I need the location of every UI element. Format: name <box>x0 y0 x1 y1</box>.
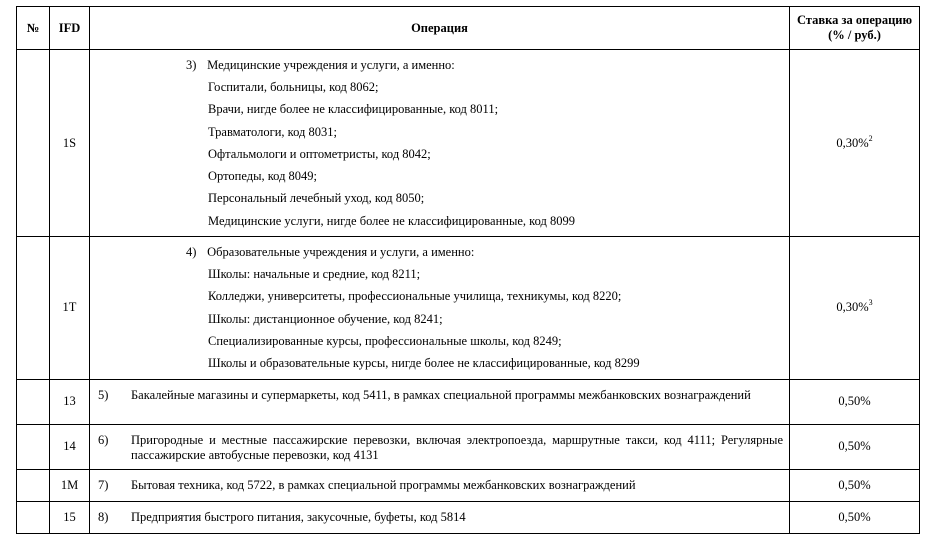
operation-cell <box>90 424 790 469</box>
item-number: 6) <box>98 432 109 447</box>
table-row <box>17 424 920 469</box>
operation-heading <box>90 237 789 267</box>
operation-cell <box>90 379 790 424</box>
table-row <box>17 50 920 237</box>
ifd-code: 14 <box>50 424 90 469</box>
list-item: Травматологи, код 8031; <box>208 124 337 139</box>
item-number: 3) <box>186 58 197 72</box>
list-item: Персональный лечебный уход, код 8050; <box>208 191 425 206</box>
ifd-code: 1S <box>50 50 90 237</box>
operation-text <box>90 380 789 403</box>
rate-cell <box>790 50 920 237</box>
ifd-code: 13 <box>50 379 90 424</box>
list-item: Школы: дистанционное обучение, код 8241; <box>208 311 443 326</box>
list-item: Врачи, нигде более не классифицированные, код 8011; <box>208 102 499 117</box>
row-num-cell <box>17 469 50 501</box>
list-item: Офтальмологи и оптометристы, код 8042; <box>208 146 431 161</box>
list-item: Ортопеды, код 8049; <box>208 169 318 184</box>
operation-cell <box>90 50 790 237</box>
item-number: 5) <box>98 387 109 402</box>
operation-cell <box>90 237 790 379</box>
item-number: 8) <box>98 509 109 524</box>
header-ifd: IFD <box>50 7 90 50</box>
operation-text <box>90 470 789 493</box>
table-row <box>17 469 920 501</box>
row-num-cell <box>17 237 50 379</box>
header-operation: Операция <box>90 7 790 50</box>
footnote-mark: 3 <box>868 298 873 308</box>
ifd-code: 1M <box>50 469 90 501</box>
row-num-cell <box>17 379 50 424</box>
list-item: Школы и образовательные курсы, нигде более не классифицированные, код 8299 <box>208 356 640 371</box>
heading-text: Медицинские учреждения и услуги, а именно: <box>207 58 455 72</box>
operation-cell <box>90 469 790 501</box>
row-num-cell <box>17 50 50 237</box>
table-header-row <box>17 7 920 50</box>
table-row <box>17 237 920 379</box>
heading-text: Образовательные учреждения и услуги, а именно: <box>207 245 475 260</box>
footnote-mark: 2 <box>868 133 873 143</box>
row-num-cell <box>17 424 50 469</box>
operation-description: Пригородные и местные пассажирские перевозки, включая электропоезда, маршрутные такси, код 4111; Регулярные пассажирские автобусные перевозки, код 4131 <box>131 432 783 462</box>
operation-description: Бытовая техника, код 5722, в рамках специальной программы межбанковских вознаграждений <box>131 477 636 492</box>
header-num: № <box>17 7 50 50</box>
rate-value: 0,50% <box>790 501 920 533</box>
operation-description: Предприятия быстрого питания, закусочные, буфеты, код 5814 <box>131 509 466 524</box>
rate-value: 0,50% <box>790 424 920 469</box>
rate-value: 0,30% <box>836 300 869 315</box>
rate-value: 0,50% <box>790 469 920 501</box>
mcc-rates-table <box>16 6 920 534</box>
operation-text <box>90 502 789 525</box>
table-row <box>17 379 920 424</box>
operation-cell <box>90 501 790 533</box>
list-item: Медицинские услуги, нигде более не классифицированные, код 8099 <box>208 213 575 228</box>
table-row <box>17 501 920 533</box>
ifd-code: 15 <box>50 501 90 533</box>
operation-description: Бакалейные магазины и супермаркеты, код 5411, в рамках специальной программы межбанковских вознаграждений <box>131 387 751 402</box>
list-item: Школы: начальные и средние, код 8211; <box>208 267 421 282</box>
rate-value: 0,30% <box>836 135 869 150</box>
list-item: Госпитали, больницы, код 8062; <box>208 80 379 94</box>
header-rate: Ставка за операцию (% / руб.) <box>790 7 920 50</box>
item-number: 4) <box>186 245 197 260</box>
operation-heading <box>90 50 789 80</box>
rate-cell <box>790 237 920 379</box>
operation-text <box>90 425 789 463</box>
list-item: Колледжи, университеты, профессиональные училища, техникумы, код 8220; <box>208 289 622 304</box>
item-number: 7) <box>98 477 109 492</box>
row-num-cell <box>17 501 50 533</box>
list-item: Специализированные курсы, профессиональные школы, код 8249; <box>208 333 562 348</box>
ifd-code: 1T <box>50 237 90 379</box>
rate-value: 0,50% <box>790 379 920 424</box>
